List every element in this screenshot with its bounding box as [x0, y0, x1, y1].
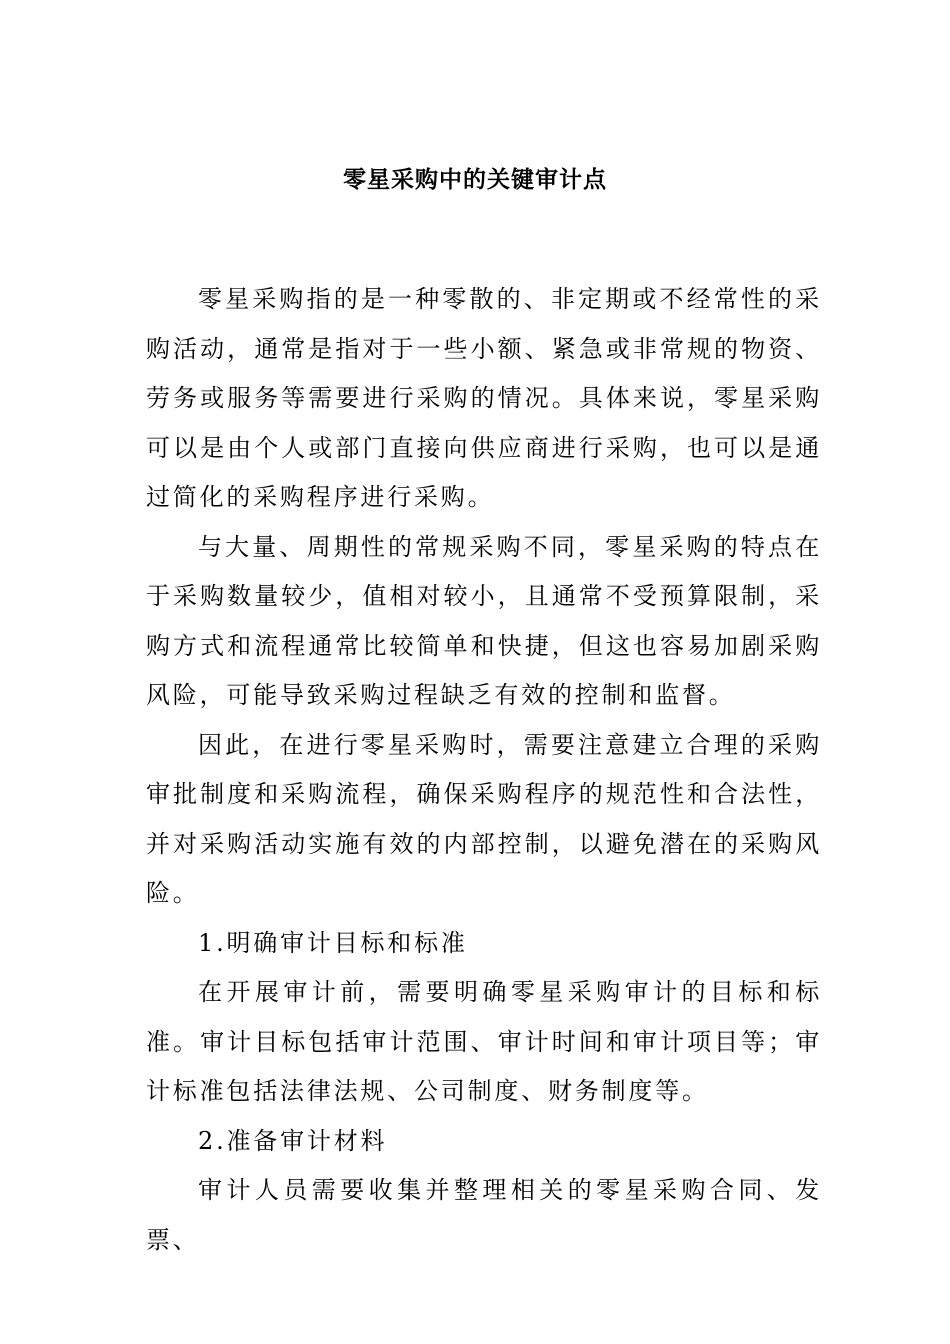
section-text-1: 在开展审计前，需要明确零星采购审计的目标和标准。审计目标包括审计范围、审计时间和审计项目等；审计标准包括法律法规、公司制度、财务制度等。 — [146, 978, 822, 1105]
document-body — [146, 275, 822, 1265]
section-text-2: 审计人员需要收集并整理相关的零星采购合同、发票、 — [146, 1176, 822, 1254]
paragraph-definition: 零星采购指的是一种零散的、非定期或不经常性的采购活动，通常是指对于一些小额、紧急或非常规的物资、劳务或服务等需要进行采购的情况。具体来说，零星采购可以是由个人或部门直接向供应商进行采购，也可以是通过简化的采购程序进行采购。 — [146, 285, 822, 511]
section-heading-1: 1.明确审计目标和标准 — [198, 928, 468, 957]
document-title: 零星采购中的关键审计点 — [343, 167, 607, 193]
paragraph-conclusion: 因此，在进行零星采购时，需要注意建立合理的采购审批制度和采购流程，确保采购程序的规范性和合法性，并对采购活动实施有效的内部控制，以避免潜在的采购风险。 — [146, 730, 822, 907]
paragraph-characteristics: 与大量、周期性的常规采购不同，零星采购的特点在于采购数量较少，值相对较小，且通常不受预算限制，采购方式和流程通常比较简单和快捷，但这也容易加剧采购风险，可能导致采购过程缺乏有效的控制和监督。 — [146, 532, 822, 709]
section-heading-2: 2.准备审计材料 — [198, 1126, 388, 1155]
